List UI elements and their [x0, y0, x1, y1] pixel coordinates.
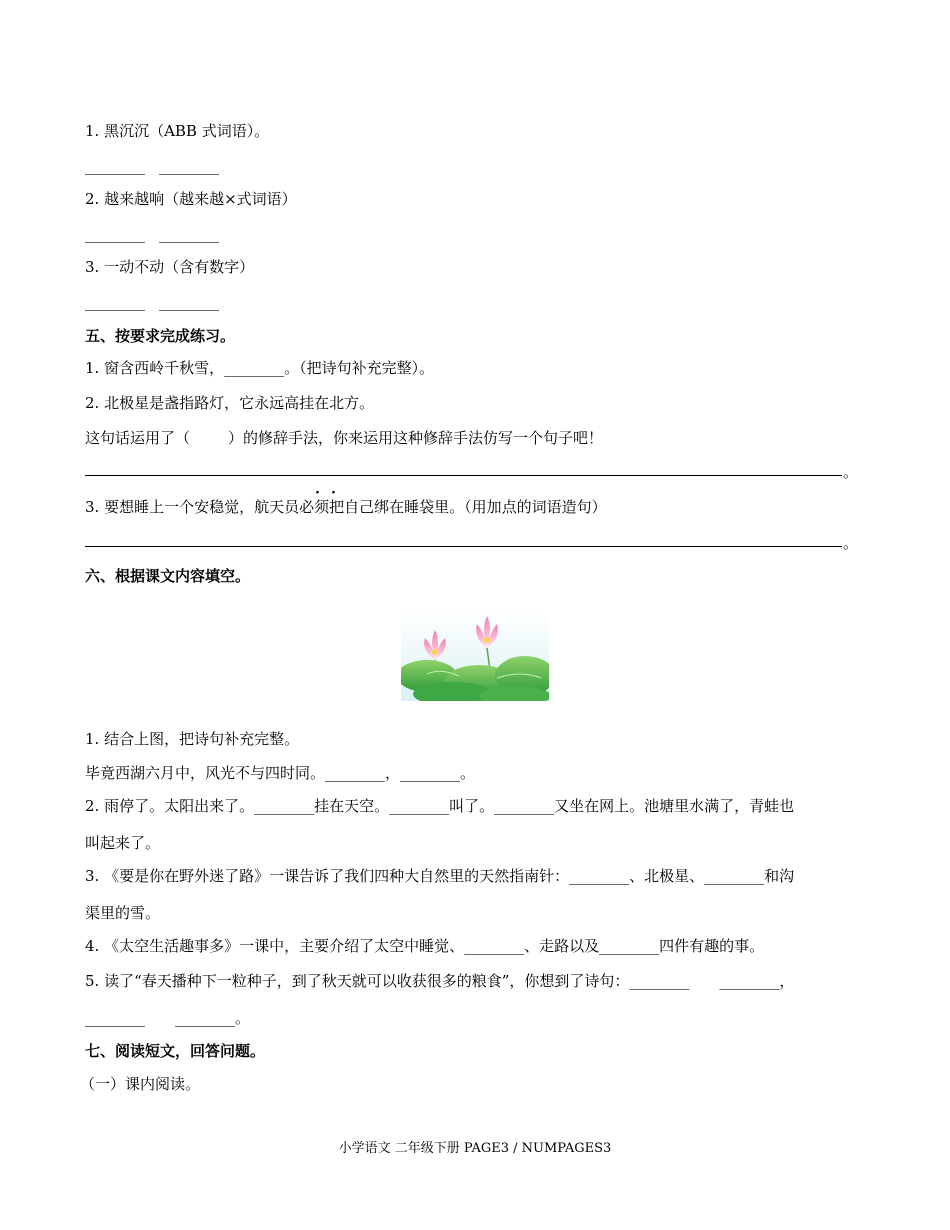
s6-q5-line1 [85, 971, 794, 991]
s5-q1 [85, 358, 434, 378]
answer-blank[interactable]: ________ [494, 797, 555, 815]
s6-q5-text: 5. 读了“春天播种下一粒种子，到了秋天就可以收获很多的粮食”，你想到了诗句： [85, 972, 630, 990]
answer-blank[interactable]: ________ [569, 867, 630, 885]
answer-blank[interactable]: ________ [85, 293, 145, 311]
emphasis-dot-1: · [315, 485, 320, 501]
s6-q2-text-d: 又坐在网上。池塘里水满了，青蛙也 [554, 797, 795, 815]
s6-q4-text-b: 、走路以及 [524, 937, 600, 955]
section7-subheading: （一）课内阅读。 [80, 1075, 201, 1093]
s5-q2-after: ）的修辞手法，你来运用这种修辞手法仿写一个句子吧！ [228, 429, 604, 447]
emphasis-dot-2: · [331, 485, 336, 501]
lotus-picture-icon [401, 612, 549, 701]
s5-q2-line2 [85, 428, 603, 448]
s6-q2-text-a: 2. 雨停了。太阳出来了。 [85, 797, 255, 815]
answer-blank[interactable]: ________ [224, 359, 285, 377]
s5-q1-before: 1. 窗含西岭千秋雪， [85, 359, 225, 377]
s6-q1-end: 。 [460, 764, 476, 782]
s6-q2-line1 [85, 796, 794, 816]
s6-q5-line2 [85, 1008, 250, 1028]
s6-q2-text-b: 挂在天空。 [314, 797, 390, 815]
answer-blank[interactable]: ________ [719, 972, 780, 990]
answer-blank[interactable]: ________ [85, 1009, 145, 1027]
answer-blank[interactable]: ________ [159, 293, 219, 311]
q4-item3-question: 3. 一动不动（含有数字） [85, 258, 255, 276]
answer-blank[interactable]: ________ [599, 937, 660, 955]
q4-item2-question: 2. 越来越响（越来越×式词语） [85, 190, 297, 208]
answer-blank[interactable]: ________ [389, 797, 450, 815]
s6-q3-text-b: 、北极星、 [629, 867, 705, 885]
answer-blank[interactable]: ________ [85, 157, 145, 175]
s5-q2-end: 。 [843, 463, 859, 481]
section7-heading: 七、阅读短文，回答问题。 [85, 1042, 266, 1060]
s5-q3-end: 。 [843, 534, 859, 552]
answer-blank[interactable]: ________ [629, 972, 690, 990]
section6-heading: 六、根据课文内容填空。 [85, 567, 251, 585]
s6-q1-sep: ， [385, 764, 401, 782]
q4-item1-answer-blanks [85, 156, 219, 176]
s6-q3-text-c: 和沟 [764, 867, 795, 885]
answer-blank[interactable]: ________ [175, 1009, 235, 1027]
s6-q4-text-a: 4. 《太空生活趣事多》一课中，主要介绍了太空中睡觉、 [85, 937, 465, 955]
s6-q2-line2: 叫起来了。 [85, 834, 161, 852]
s6-q1-line1: 1. 结合上图，把诗句补充完整。 [85, 730, 300, 748]
answer-blank[interactable]: ________ [704, 867, 765, 885]
answer-blank[interactable]: ________ [159, 225, 219, 243]
s6-q1-line2 [85, 763, 475, 783]
section5-heading: 五、按要求完成练习。 [85, 327, 236, 345]
s5-q3: 3. 要想睡上一个安稳觉，航天员必须把自己绑在睡袋里。（用加点的词语造句） [85, 498, 607, 516]
s5-q3-answer-line[interactable] [85, 546, 842, 547]
page-footer: 小学语文 二年级下册 PAGE3 / NUMPAGES3 [338, 1141, 612, 1156]
s6-q1-text: 毕竟西湖六月中，风光不与四时同。 [85, 764, 326, 782]
s5-q1-after: 。（把诗句补充完整）。 [284, 359, 435, 377]
s6-q5-end: 。 [235, 1009, 251, 1027]
s6-q3-text-a: 3. 《要是你在野外迷了路》一课告诉了我们四种大自然里的天然指南针： [85, 867, 570, 885]
answer-blank[interactable]: ________ [159, 157, 219, 175]
s6-q3-line1 [85, 866, 794, 886]
q4-item3-answer-blanks [85, 292, 219, 312]
s6-q2-text-c: 叫了。 [449, 797, 495, 815]
s5-q2-before: 这句话运用了（ [85, 429, 191, 447]
answer-blank[interactable]: ________ [464, 937, 525, 955]
answer-blank[interactable]: ________ [400, 764, 461, 782]
q4-item2-answer-blanks [85, 224, 219, 244]
s5-q2-line1: 2. 北极星是盏指路灯，它永远高挂在北方。 [85, 394, 375, 412]
s6-q4 [85, 936, 764, 956]
s6-q5-sep: ， [779, 972, 795, 990]
answer-blank[interactable]: ________ [85, 225, 145, 243]
s5-q2-answer-line[interactable] [85, 475, 842, 476]
s6-q3-line2: 渠里的雪。 [85, 904, 161, 922]
s6-q4-text-c: 四件有趣的事。 [659, 937, 765, 955]
answer-blank[interactable]: ________ [254, 797, 315, 815]
q4-item1-question: 1. 黑沉沉（ABB 式词语）。 [85, 122, 270, 140]
answer-blank[interactable]: ________ [325, 764, 386, 782]
